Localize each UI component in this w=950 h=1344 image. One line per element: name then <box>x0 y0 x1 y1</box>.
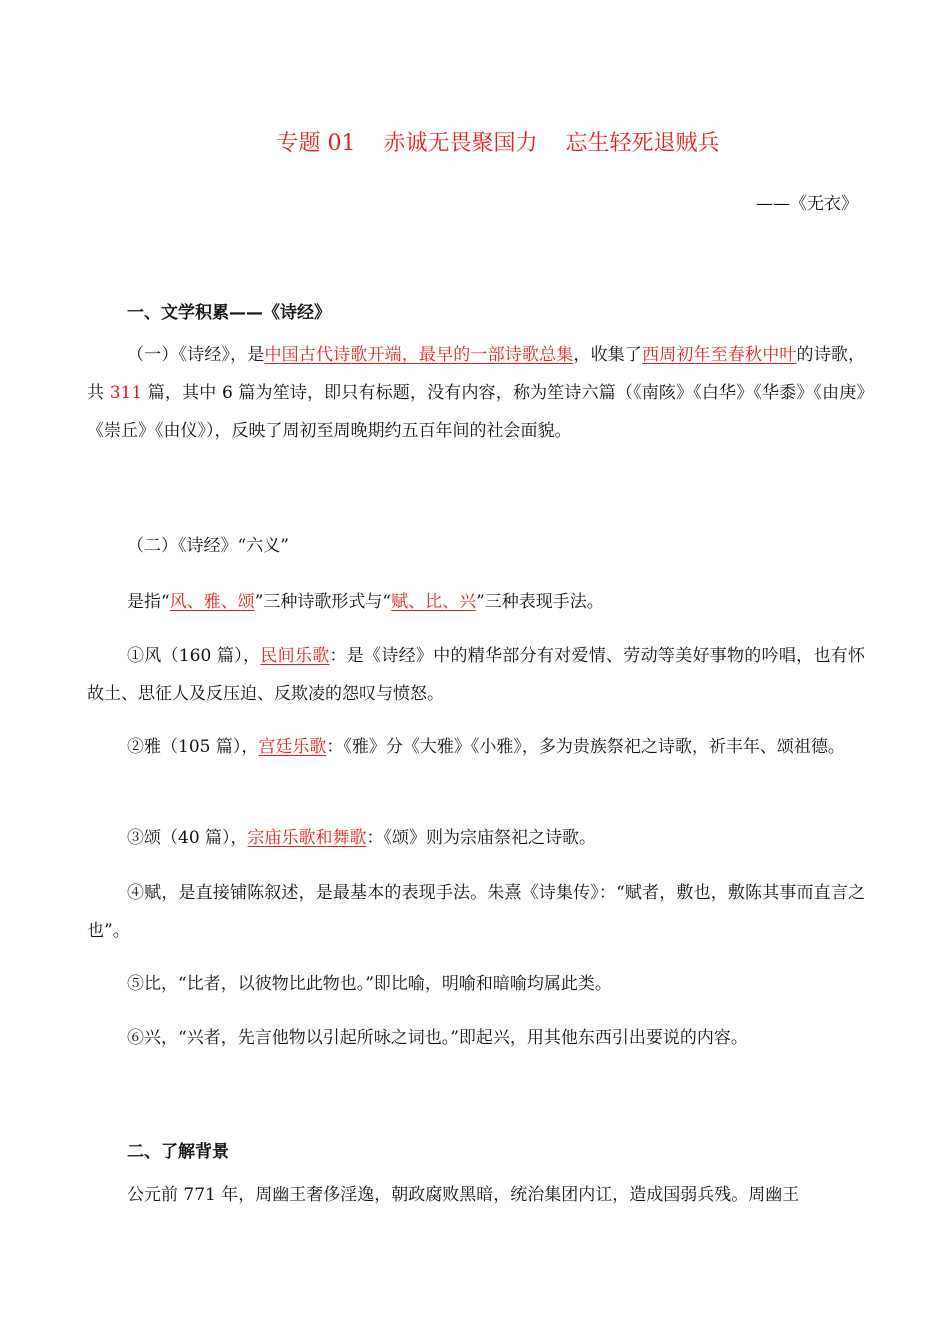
feng-paragraph: ①风（160 篇），民间乐歌：是《诗经》中的精华部分有对爱情、劳动等美好事物的吟唱，也有怀故土、思征人及反压迫、反欺凌的怨叹与愤怒。 <box>87 646 866 704</box>
song-paragraph: ③颂（40 篇），宗庙乐歌和舞歌：《颂》则为宗庙祭祀之诗歌。 <box>127 828 597 848</box>
section1-heading: 一、文学积累——《诗经》 <box>127 303 331 323</box>
document-title: 专题 01 赤诚无畏聚国力 忘生轻死退贼兵 <box>276 131 720 156</box>
xing-paragraph: ⑥兴，“兴者，先言他物以引起所咏之词也。”即起兴，用其他东西引出要说的内容。 <box>127 1028 748 1048</box>
bi-paragraph: ⑤比，“比者，以彼物比此物也。”即比喻，明喻和暗喻均属此类。 <box>127 974 612 994</box>
section1-paragraph-1: （一）《诗经》，是中国古代诗歌开端，最早的一部诗歌总集，收集了西周初年至春秋中叶的诗歌，共 311 篇，其中 6 篇为笙诗，即只有标题，没有内容，称为笙诗六篇（《南陔》《白华》《华黍》《由庚》《崇丘》《由仪》），反映了周初至周晚期约五百年间的社会面貌。 <box>87 345 866 441</box>
ya-paragraph: ②雅（105 篇），宫廷乐歌：《雅》分《大雅》《小雅》，多为贵族祭祀之诗歌，祈丰年、颂祖德。 <box>127 737 845 757</box>
poem-source: ——《无衣》 <box>756 194 858 214</box>
section2-heading: 二、了解背景 <box>127 1142 229 1162</box>
fu-paragraph: ④赋，是直接铺陈叙述，是最基本的表现手法。朱熹《诗集传》：“赋者，敷也，敷陈其事而直言之也”。 <box>87 883 865 941</box>
section2-paragraph-1: 公元前 771 年，周幽王奢侈淫逸，朝政腐败黑暗，统治集团内讧，造成国弱兵残。周幽王 <box>127 1185 800 1205</box>
six-principles-intro: 是指“风、雅、颂”三种诗歌形式与“赋、比、兴”三种表现手法。 <box>127 592 604 612</box>
six-principles-subheading: （二）《诗经》“六义” <box>127 536 289 556</box>
